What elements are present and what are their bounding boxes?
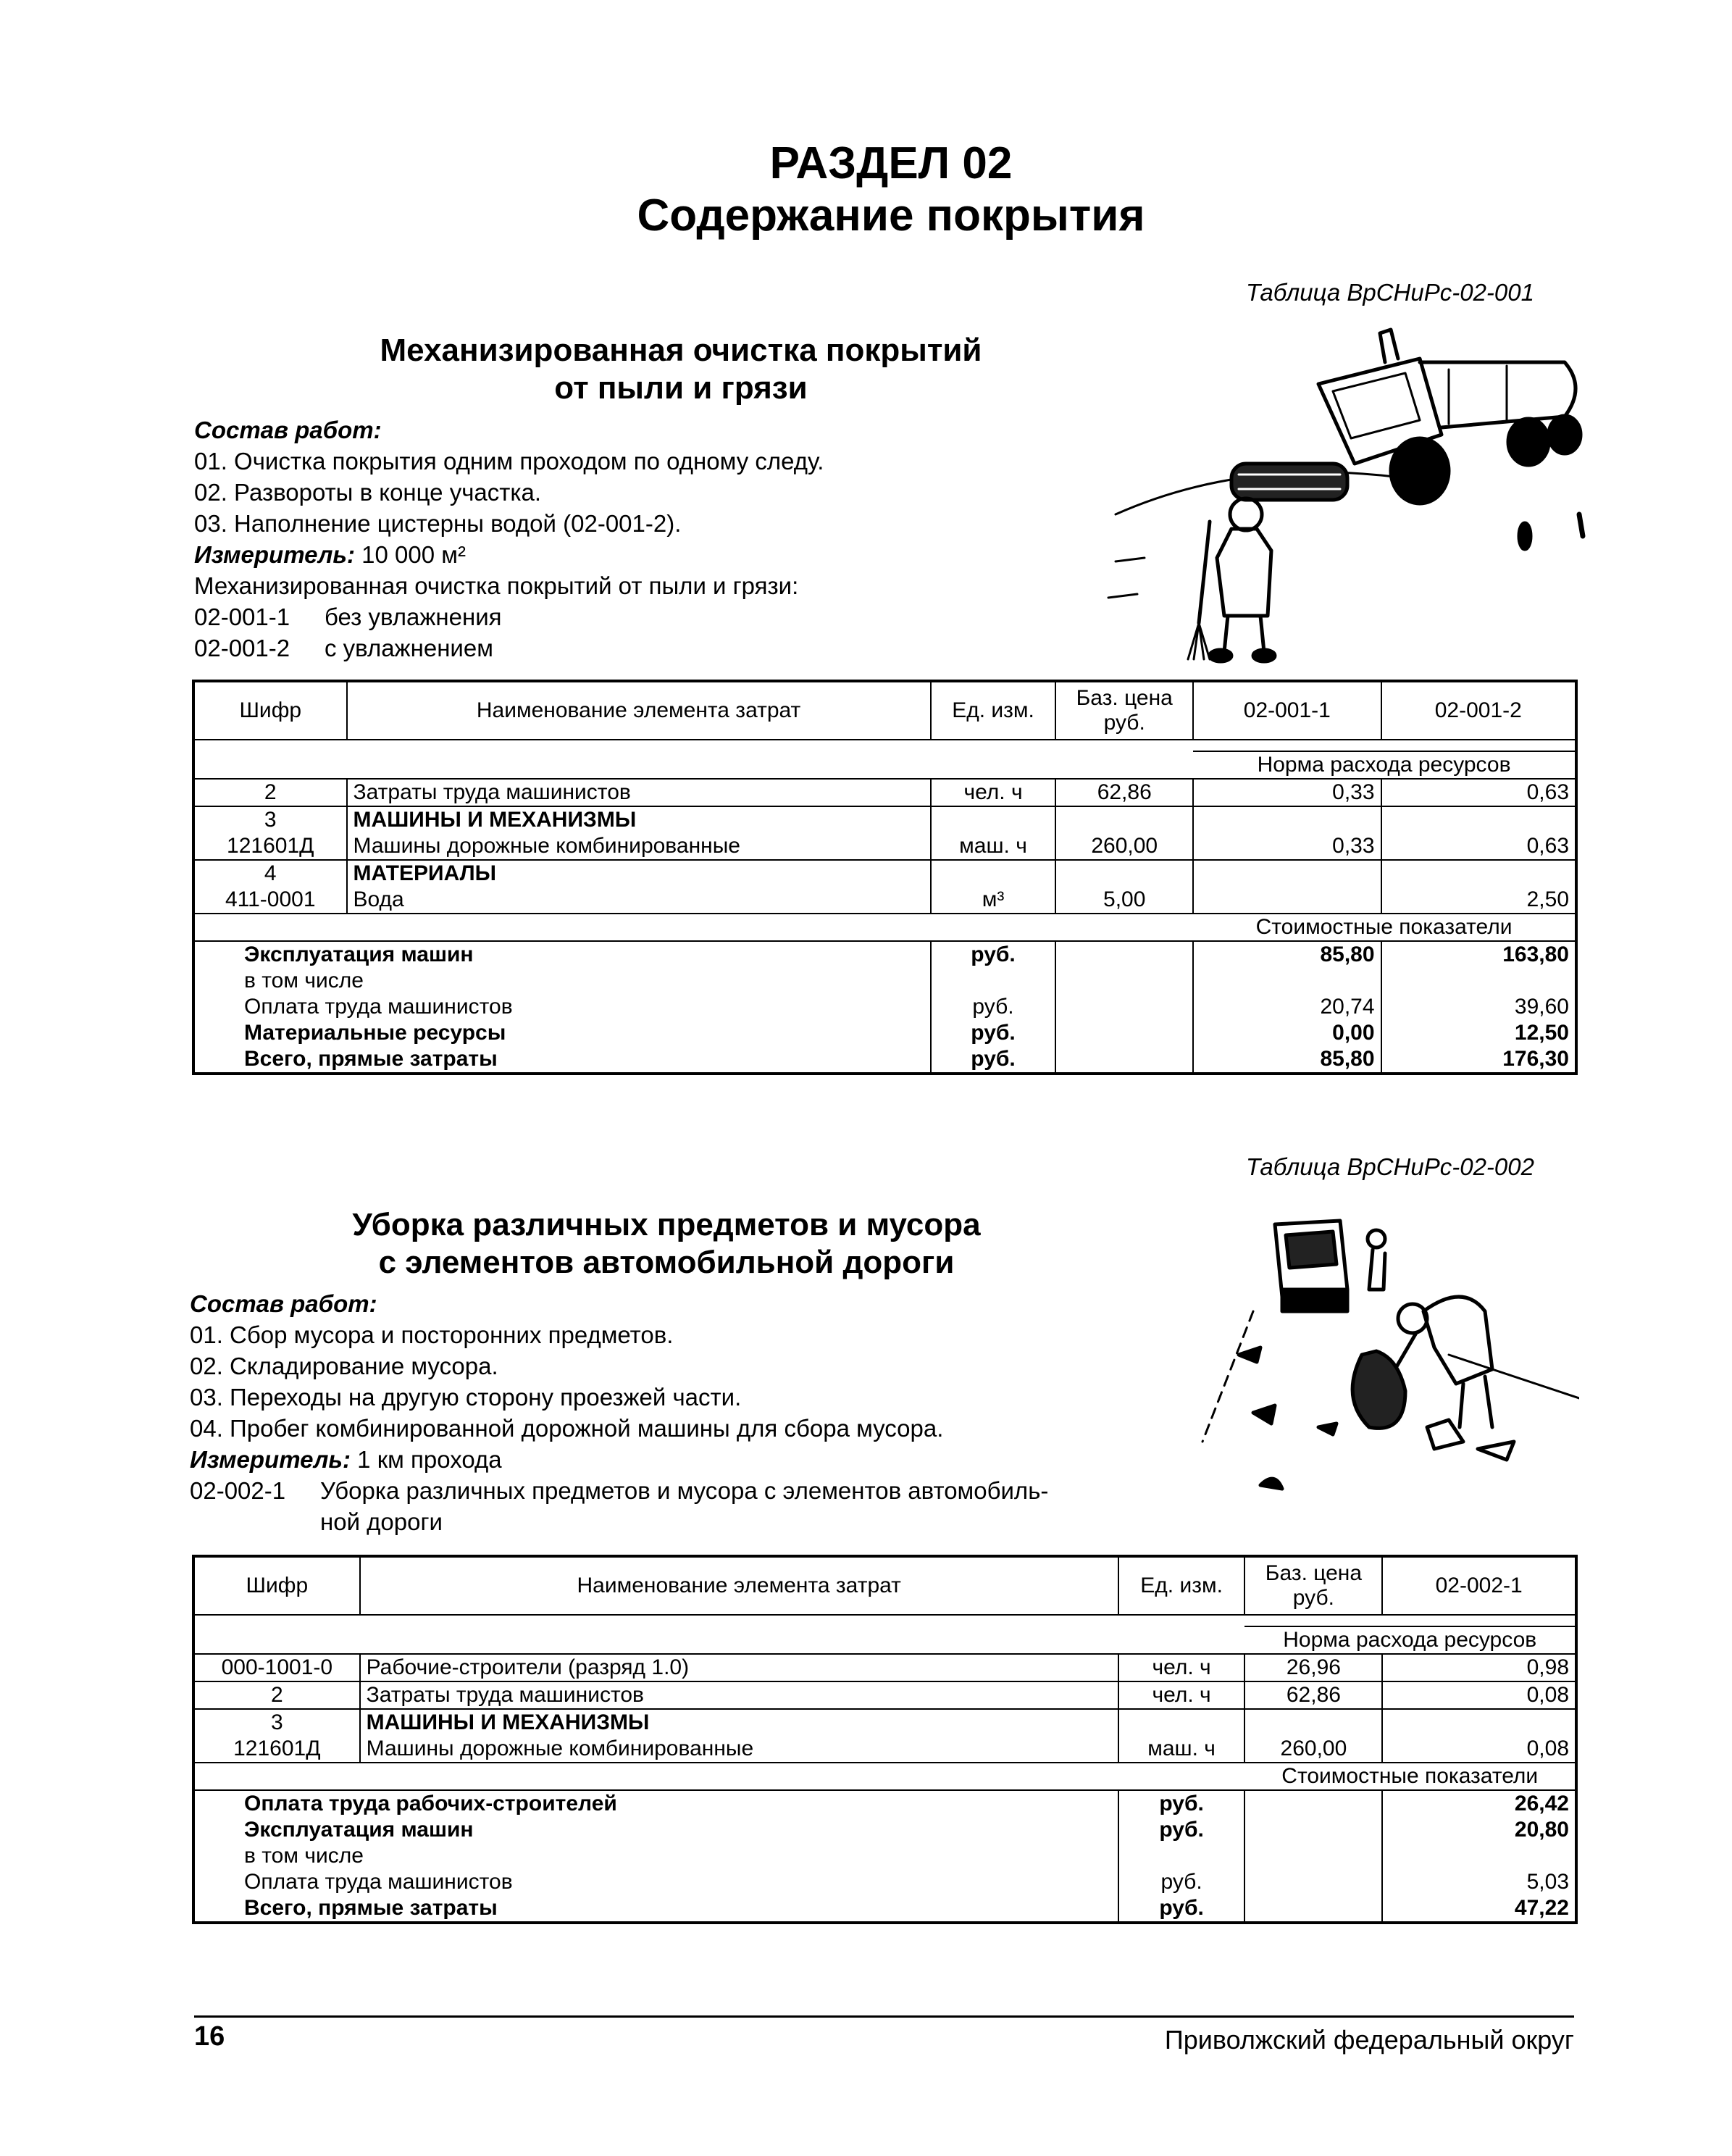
- work-item: 01. Сбор мусора и посторонних предметов.: [190, 1321, 674, 1348]
- table-2-caption: Таблица ВрСНиРс-02-002: [1246, 1153, 1534, 1180]
- meter-label: Измеритель:: [194, 541, 355, 568]
- cost-row: в том числе: [193, 968, 1576, 994]
- works-label: Состав работ:: [194, 417, 382, 443]
- variant-line: [194, 632, 824, 664]
- cost-row: Материальные ресурсы руб. 0,00 12,50: [193, 1020, 1576, 1046]
- variant-line-cont: ной дороги: [320, 1508, 443, 1535]
- meter-value: 1 км прохода: [351, 1446, 502, 1473]
- band-cost: Стоимостные показатели: [1193, 914, 1576, 941]
- header-code: Шифр: [193, 1556, 360, 1615]
- table-2-title-line-2: с элементов автомобильной дороги: [378, 1245, 955, 1280]
- work-item: 03. Переходы на другую сторону проезжей части.: [190, 1384, 742, 1411]
- table-1-title-line-2: от пыли и грязи: [554, 370, 808, 406]
- header-unit: Ед. изм.: [1118, 1556, 1245, 1615]
- works-label: Состав работ:: [190, 1290, 377, 1317]
- header-code: Шифр: [193, 681, 347, 740]
- table-2-description: [190, 1288, 1048, 1537]
- table-1-description: [194, 414, 824, 664]
- header-name: Наименование элемента затрат: [360, 1556, 1118, 1615]
- variant-text: с увлажнением: [325, 635, 493, 661]
- table-1-title-line-1: Механизированная очистка покрытий: [380, 333, 982, 368]
- table-row: 000-1001-0 Рабочие-строители (разряд 1.0) чел. ч 26,96 0,98: [193, 1654, 1576, 1681]
- cost-row: Всего, прямые затраты руб. 85,80 176,30: [193, 1046, 1576, 1074]
- header-col-2: 02-001-2: [1381, 681, 1576, 740]
- header-name: Наименование элемента затрат: [347, 681, 931, 740]
- band-norm: Норма расхода ресурсов: [1193, 751, 1576, 779]
- variant-text: без увлажнения: [325, 603, 502, 630]
- road-sweeper-illustration: [1101, 319, 1594, 667]
- description-line: Механизированная очистка покрытий от пыли и грязи:: [194, 572, 799, 599]
- work-item: 01. Очистка покрытия одним проходом по одному следу.: [194, 448, 824, 475]
- work-item: 02. Складирование мусора.: [190, 1353, 498, 1379]
- table-row: 121601Д Машины дорожные комбинированные маш. ч 260,00 0,08: [193, 1736, 1576, 1763]
- cost-row: Оплата труда машинистов руб. 5,03: [193, 1869, 1576, 1895]
- band-norm: Норма расхода ресурсов: [1244, 1626, 1576, 1654]
- footer-region: Приволжский федеральный округ: [1164, 2025, 1574, 2055]
- work-item: 04. Пробег комбинированной дорожной машины для сбора мусора.: [190, 1415, 944, 1442]
- section-name: Содержание покрытия: [637, 191, 1145, 241]
- section-title: [0, 138, 1732, 242]
- header-col-1: 02-002-1: [1382, 1556, 1576, 1615]
- cost-row: Эксплуатация машин руб. 85,80 163,80: [193, 941, 1576, 968]
- meter-line: [194, 539, 824, 570]
- page-number: 16: [194, 2021, 225, 2052]
- cost-row: Оплата труда рабочих-строителей руб. 26,42: [193, 1790, 1576, 1817]
- cost-row: в том числе: [193, 1843, 1576, 1869]
- table-row: 3 МАШИНЫ И МЕХАНИЗМЫ: [193, 1709, 1576, 1736]
- variant-code: 02-001-2: [194, 635, 290, 661]
- variant-code: 02-002-1: [190, 1477, 286, 1504]
- work-item: 02. Развороты в конце участка.: [194, 479, 542, 506]
- variant-text: Уборка различных предметов и мусора с элементов автомобиль-: [320, 1477, 1049, 1504]
- variant-line: [194, 601, 824, 632]
- table-2: [192, 1555, 1578, 1924]
- table-row: 121601Д Машины дорожные комбинированные маш. ч 260,00 0,33 0,63: [193, 833, 1576, 860]
- table-row: 2 Затраты труда машинистов чел. ч 62,86 0,33 0,63: [193, 779, 1576, 806]
- table-2-title: [275, 1206, 1058, 1282]
- meter-label: Измеритель:: [190, 1446, 351, 1473]
- work-item: 03. Наполнение цистерны водой (02-001-2).: [194, 510, 682, 537]
- table-row: 3 МАШИНЫ И МЕХАНИЗМЫ: [193, 806, 1576, 833]
- footer-divider: [194, 2015, 1574, 2018]
- header-price: Баз. цена руб.: [1055, 681, 1193, 740]
- table-1-title: [319, 332, 1043, 407]
- litter-cleanup-illustration: [1174, 1210, 1579, 1514]
- cost-row: Оплата труда машинистов руб. 20,74 39,60: [193, 994, 1576, 1020]
- header-col-1: 02-001-1: [1193, 681, 1381, 740]
- meter-line: [190, 1444, 1048, 1475]
- table-row: 4 МАТЕРИАЛЫ: [193, 860, 1576, 887]
- table-1: [192, 680, 1578, 1075]
- header-price: Баз. цена руб.: [1244, 1556, 1382, 1615]
- table-row: 2 Затраты труда машинистов чел. ч 62,86 0,08: [193, 1681, 1576, 1709]
- section-number: РАЗДЕЛ 02: [769, 138, 1013, 188]
- meter-value: 10 000 м²: [355, 541, 466, 568]
- variant-code: 02-001-1: [194, 603, 290, 630]
- table-2-title-line-1: Уборка различных предметов и мусора: [352, 1207, 981, 1242]
- table-row: 411-0001 Вода м³ 5,00 2,50: [193, 887, 1576, 914]
- header-unit: Ед. изм.: [931, 681, 1056, 740]
- band-cost: Стоимостные показатели: [1244, 1763, 1576, 1790]
- variant-line: [190, 1475, 1048, 1506]
- table-1-caption: Таблица ВрСНиРс-02-001: [1246, 279, 1534, 306]
- cost-row: Эксплуатация машин руб. 20,80: [193, 1817, 1576, 1843]
- cost-row: Всего, прямые затраты руб. 47,22: [193, 1895, 1576, 1923]
